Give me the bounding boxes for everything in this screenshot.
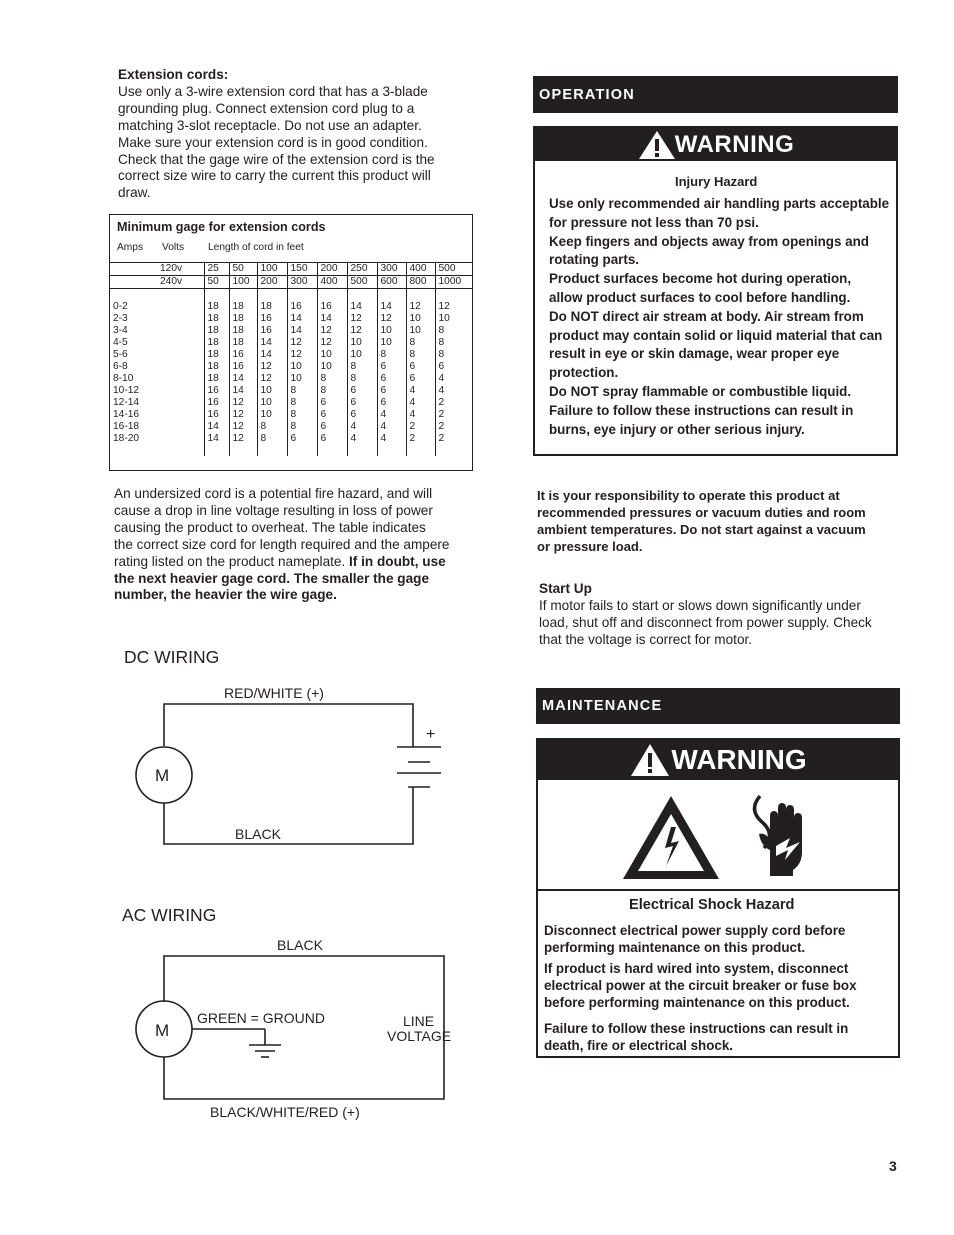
electric-shock-hand-icon [754, 796, 802, 876]
page-number: 3 [889, 1158, 897, 1174]
maintenance-warning-text [544, 922, 857, 1054]
gage-cell: 16 [257, 313, 287, 325]
gage-cell: 10 [435, 313, 472, 325]
dc-top-label: RED/WHITE (+) [224, 685, 324, 701]
gage-cell: 12 [347, 313, 377, 325]
gage-cell: 12 [406, 301, 435, 313]
warning-triangle-icon [629, 742, 671, 778]
gage-cell: 10 [287, 361, 317, 373]
gage-cell: 12 [229, 409, 257, 421]
spacer-cell [229, 289, 257, 302]
spacer-cell [257, 289, 287, 302]
gage-cell: 6 [347, 409, 377, 421]
volts-cell: 240v [157, 276, 204, 289]
gage-cell: 4 [435, 385, 472, 397]
volts-cell: 120v [157, 263, 204, 276]
text-line: recommended pressures or vacuum duties and room [537, 504, 866, 520]
gage-cell: 18 [204, 301, 229, 313]
gage-cell: 50 [229, 263, 257, 276]
responsibility-text [537, 488, 866, 556]
gage-cell: 8 [406, 337, 435, 349]
gage-cell: 10 [317, 349, 347, 361]
gage-cell: 16 [204, 409, 229, 421]
gage-cell: 8 [406, 349, 435, 361]
gage-cell: 6 [317, 409, 347, 421]
gage-cell: 4 [435, 373, 472, 385]
dc-bottom-label: BLACK [235, 826, 281, 842]
gage-cell: 10 [377, 337, 406, 349]
gage-cell: 8 [347, 361, 377, 373]
gage-table-header-volts: Volts [162, 242, 185, 253]
table-row [110, 433, 472, 445]
operation-header: OPERATION [533, 76, 898, 113]
amps-cell: 8-10 [113, 373, 134, 384]
gage-cell: 16 [229, 361, 257, 373]
gage-cell: 6 [347, 397, 377, 409]
warning-line: Use only recommended air handling parts acceptable [549, 196, 890, 211]
spacer-cell [377, 445, 406, 456]
gage-cell: 14 [229, 385, 257, 397]
gage-cell: 10 [377, 325, 406, 337]
gage-cell: 250 [347, 263, 377, 276]
text-line: Check that the gage wire of the extension cord is the [118, 151, 435, 167]
text-line: or pressure load. [537, 538, 643, 554]
table-row [110, 385, 472, 397]
amps-cell: 12-14 [113, 397, 140, 408]
warning-line: Failure to follow these instructions can result in [549, 402, 854, 418]
warning-line: result in eye or skin damage, wear proper eye [549, 346, 840, 362]
gage-cell: 10 [257, 409, 287, 421]
gage-cell: 10 [287, 373, 317, 385]
volts-cell [157, 373, 204, 385]
warning-line: Failure to follow these instructions can result in [544, 1021, 849, 1036]
gage-cell: 8 [435, 337, 472, 349]
warning-line: If product is hard wired into system, disconnect [544, 961, 849, 976]
gage-cell: 2 [435, 421, 472, 433]
gage-cell: 800 [406, 276, 435, 289]
gage-cell: 4 [377, 409, 406, 421]
gage-cell: 300 [377, 263, 406, 276]
gage-cell: 14 [257, 349, 287, 361]
amps-cell: 5-6 [113, 349, 128, 360]
spacer-cell [406, 445, 435, 456]
text-line: load, shut off and disconnect from power supply. Check [539, 614, 872, 630]
gage-cell: 12 [229, 397, 257, 409]
gage-cell: 12 [229, 433, 257, 445]
maintenance-header: MAINTENANCE [536, 688, 900, 724]
startup-section [539, 581, 872, 649]
gage-cell: 4 [406, 385, 435, 397]
volts-cell [157, 433, 204, 445]
volts-cell [157, 409, 204, 421]
gage-cell: 10 [406, 325, 435, 337]
volts-cell [157, 301, 204, 313]
gage-cell: 18 [229, 325, 257, 337]
shock-hazard-title: Electrical Shock Hazard [629, 897, 795, 913]
gage-table-title: Minimum gage for extension cords [117, 220, 326, 234]
gage-cell: 18 [204, 325, 229, 337]
extension-cords-section [118, 67, 478, 202]
volts-cell [157, 337, 204, 349]
operation-warning-title: WARNING [674, 130, 795, 158]
amps-cell: 10-12 [113, 385, 140, 396]
gage-cell: 8 [347, 373, 377, 385]
gage-cell: 6 [317, 421, 347, 433]
gage-cell: 200 [317, 263, 347, 276]
text-line: the next heavier gage cord. The smaller the gage [114, 570, 430, 586]
warning-line: rotating parts. [549, 252, 640, 268]
gage-cell: 25 [204, 263, 229, 276]
table-row [110, 337, 472, 349]
maintenance-warning-box [536, 738, 900, 1058]
gage-cell: 14 [229, 373, 257, 385]
gage-cell: 6 [287, 433, 317, 445]
spacer-cell [204, 289, 229, 302]
shock-divider [538, 889, 898, 891]
amps-cell: 18-20 [113, 433, 140, 444]
gage-cell: 12 [317, 337, 347, 349]
gage-cell: 12 [229, 421, 257, 433]
gage-cell: 100 [229, 276, 257, 289]
amps-cell [110, 276, 157, 289]
text-line: cause a drop in line voltage resulting in loss of power [114, 502, 433, 518]
gage-cell: 14 [377, 301, 406, 313]
text-line [114, 554, 484, 571]
warning-line: protection. [549, 365, 619, 381]
ac-motor-label: M [155, 1021, 170, 1040]
gage-cell: 12 [347, 325, 377, 337]
table-row [110, 421, 472, 433]
spacer-cell [110, 445, 157, 456]
gage-table-box [109, 214, 473, 471]
spacer-cell [347, 445, 377, 456]
gage-cell: 10 [257, 397, 287, 409]
gage-cell: 4 [406, 397, 435, 409]
spacer-cell [317, 445, 347, 456]
gage-cell: 18 [204, 313, 229, 325]
spacer-cell [204, 445, 229, 456]
gage-cell: 6 [377, 361, 406, 373]
dc-wiring-title: DC WIRING [124, 647, 220, 667]
gage-cell: 6 [406, 361, 435, 373]
gage-cell: 6 [377, 373, 406, 385]
ac-top-label: BLACK [277, 937, 323, 953]
warning-line: performing maintenance on this product. [544, 940, 806, 955]
gage-cell: 8 [287, 397, 317, 409]
spacer-cell [406, 289, 435, 302]
spacer-cell [287, 445, 317, 456]
warning-line: allow product surfaces to cool before handling. [549, 289, 851, 305]
gage-cell: 16 [317, 301, 347, 313]
amps-cell: 6-8 [113, 361, 128, 372]
gage-cell: 16 [229, 349, 257, 361]
spacer-cell [110, 289, 157, 302]
warning-line: Keep fingers and objects away from openings and [549, 233, 869, 249]
warning-line: Disconnect electrical power supply cord before [544, 923, 846, 938]
high-voltage-triangle-icon [623, 796, 719, 879]
gage-cell: 1000 [435, 276, 472, 289]
text-line: Make sure your extension cord is in good condition. [118, 134, 428, 150]
gage-table-header-amps: Amps [117, 242, 144, 253]
amps-cell: 3-4 [113, 325, 128, 336]
maintenance-warning-bar [538, 740, 898, 780]
spacer-cell [347, 289, 377, 302]
warning-line: for pressure not less than 70 psi. [549, 214, 759, 230]
table-row [110, 361, 472, 373]
gage-cell: 6 [317, 433, 347, 445]
gage-cell: 2 [435, 397, 472, 409]
length-row-240v [110, 276, 472, 289]
gage-cell: 18 [229, 313, 257, 325]
warning-triangle-icon [637, 129, 677, 161]
warning-line: Product surfaces become hot during operation, [549, 271, 852, 287]
dc-motor-label: M [155, 766, 170, 785]
gage-cell: 12 [257, 373, 287, 385]
gage-cell: 4 [347, 433, 377, 445]
spacer-row [110, 445, 472, 456]
volts-cell [157, 397, 204, 409]
gage-cell: 18 [204, 337, 229, 349]
gage-cell: 10 [257, 385, 287, 397]
injury-hazard-title: Injury Hazard [675, 174, 758, 189]
volts-cell [157, 385, 204, 397]
gage-cell: 4 [377, 433, 406, 445]
text-line: matching 3-slot receptacle. Do not use an adapter. [118, 117, 422, 133]
gage-cell: 6 [435, 361, 472, 373]
ac-line-label: LINE [403, 1013, 435, 1029]
gage-cell: 500 [435, 263, 472, 276]
text-line: It is your responsibility to operate this product at [537, 488, 840, 503]
warning-line: electrical power at the circuit breaker or fuse box [544, 978, 857, 993]
operation-warning-text [549, 195, 889, 439]
gage-cell: 14 [204, 421, 229, 433]
gage-cell: 12 [435, 301, 472, 313]
ac-wiring-title: AC WIRING [122, 905, 217, 925]
gage-cell: 8 [435, 325, 472, 337]
table-row [110, 373, 472, 385]
warning-line: burns, eye injury or other serious injury. [549, 421, 805, 437]
text-line: ambient temperatures. Do not start against a vacuum [537, 521, 866, 537]
table-row [110, 325, 472, 337]
amps-cell: 16-18 [113, 421, 140, 432]
text-line: If motor fails to start or slows down significantly under [539, 597, 861, 613]
gage-cell: 4 [347, 421, 377, 433]
gage-cell: 400 [406, 263, 435, 276]
text-line: correct size wire to carry the current this product will [118, 168, 431, 184]
gage-cell: 8 [435, 349, 472, 361]
gage-cell: 12 [287, 337, 317, 349]
gage-cell: 8 [287, 421, 317, 433]
gage-cell: 2 [406, 433, 435, 445]
gage-cell: 6 [317, 397, 347, 409]
gage-cell: 14 [287, 325, 317, 337]
ac-voltage-label: VOLTAGE [387, 1028, 452, 1044]
warning-line: Do NOT spray flammable or combustible liquid. [549, 383, 852, 399]
spacer-cell [377, 289, 406, 302]
gage-cell: 10 [347, 337, 377, 349]
text-line: Use only a 3-wire extension cord that has a 3-blade [118, 83, 428, 99]
warning-line: before performing maintenance on this product. [544, 995, 850, 1010]
gage-cell: 14 [347, 301, 377, 313]
gage-cell: 12 [257, 361, 287, 373]
gage-cell: 8 [287, 385, 317, 397]
spacer-row [110, 289, 472, 302]
gage-cell: 300 [287, 276, 317, 289]
spacer-cell [435, 289, 472, 302]
gage-cell: 16 [204, 385, 229, 397]
operation-warning-bar [535, 128, 896, 161]
gage-cell: 150 [287, 263, 317, 276]
gage-cell: 8 [377, 349, 406, 361]
spacer-cell [435, 445, 472, 456]
gage-cell: 18 [257, 301, 287, 313]
gage-cell: 8 [287, 409, 317, 421]
operation-warning-box [533, 126, 898, 456]
spacer-cell [157, 445, 204, 456]
amps-cell: 2-3 [113, 313, 128, 324]
spacer-cell [287, 289, 317, 302]
amps-cell [110, 263, 157, 276]
warning-line: Do NOT direct air stream at body. Air stream from [549, 308, 864, 324]
spacer [544, 1011, 857, 1020]
text-line: causing the product to overheat. The table indicates [114, 519, 426, 535]
volts-cell [157, 313, 204, 325]
text-bold: If in doubt, use [349, 553, 446, 569]
gage-cell: 14 [204, 433, 229, 445]
table-row [110, 409, 472, 421]
amps-cell: 4-5 [113, 337, 128, 348]
gage-cell: 14 [257, 337, 287, 349]
gage-cell: 200 [257, 276, 287, 289]
volts-cell [157, 325, 204, 337]
volts-cell [157, 349, 204, 361]
gage-table [110, 262, 472, 456]
gage-cell: 6 [377, 385, 406, 397]
warning-line: death, fire or electrical shock. [544, 1038, 734, 1053]
text-line: An undersized cord is a potential fire hazard, and will [114, 486, 433, 501]
dc-wiring-diagram [100, 640, 480, 855]
table-row [110, 313, 472, 325]
warning-line: product may contain solid or liquid material that can [549, 327, 883, 343]
ac-wiring-diagram [100, 898, 480, 1128]
gage-cell: 12 [377, 313, 406, 325]
ac-bottom-label: BLACK/WHITE/RED (+) [210, 1104, 360, 1120]
extension-cords-text [118, 84, 478, 202]
gage-cell: 14 [287, 313, 317, 325]
length-row-120v [110, 263, 472, 276]
table-row [110, 397, 472, 409]
gage-cell: 14 [317, 313, 347, 325]
amps-cell: 14-16 [113, 409, 140, 420]
text-line: that the voltage is correct for motor. [539, 631, 753, 647]
gage-cell: 18 [204, 361, 229, 373]
gage-cell: 16 [257, 325, 287, 337]
spacer-cell [229, 445, 257, 456]
gage-table-header-length: Length of cord in feet [208, 242, 304, 253]
gage-cell: 16 [204, 397, 229, 409]
gage-cell: 12 [287, 349, 317, 361]
gage-cell: 18 [204, 373, 229, 385]
dc-plus-sign: + [426, 726, 436, 743]
gage-cell: 2 [435, 433, 472, 445]
dc-bottom-wire [164, 787, 413, 844]
gage-cell: 50 [204, 276, 229, 289]
text-line: the correct size cord for length required and the ampere [114, 536, 450, 552]
gage-cell: 16 [287, 301, 317, 313]
gage-cell: 100 [257, 263, 287, 276]
gage-cell: 12 [317, 325, 347, 337]
gage-cell: 8 [317, 373, 347, 385]
text-line: draw. [118, 185, 151, 201]
gage-cell: 6 [406, 373, 435, 385]
gage-cell: 2 [406, 421, 435, 433]
text-line: number, the heavier the wire gage. [114, 587, 337, 603]
extension-cords-title: Extension cords: [118, 67, 229, 82]
text-normal: rating listed on the product nameplate. [114, 553, 350, 569]
gage-cell: 10 [347, 349, 377, 361]
gage-cell: 500 [347, 276, 377, 289]
gage-cell: 18 [229, 301, 257, 313]
spacer-cell [257, 445, 287, 456]
gage-cell: 6 [347, 385, 377, 397]
gage-cell: 8 [317, 385, 347, 397]
startup-title: Start Up [539, 581, 592, 596]
gage-cell: 6 [377, 397, 406, 409]
maintenance-warning-title: WARNING [671, 744, 807, 775]
table-row [110, 301, 472, 313]
gage-cell: 18 [204, 349, 229, 361]
spacer-cell [317, 289, 347, 302]
gage-cell: 10 [406, 313, 435, 325]
gage-cell: 2 [435, 409, 472, 421]
undersized-cord-text [114, 486, 484, 604]
gage-cell: 600 [377, 276, 406, 289]
table-row [110, 349, 472, 361]
gage-cell: 400 [317, 276, 347, 289]
gage-cell: 4 [406, 409, 435, 421]
dc-top-wire [164, 704, 413, 747]
amps-cell: 0-2 [113, 301, 128, 312]
ac-ground-label: GREEN = GROUND [197, 1010, 325, 1026]
spacer-cell [157, 289, 204, 302]
gage-cell: 18 [229, 337, 257, 349]
gage-cell: 4 [377, 421, 406, 433]
gage-cell: 8 [257, 421, 287, 433]
gage-cell: 10 [317, 361, 347, 373]
volts-cell [157, 361, 204, 373]
text-line: grounding plug. Connect extension cord plug to a [118, 100, 415, 116]
gage-cell: 8 [257, 433, 287, 445]
volts-cell [157, 421, 204, 433]
shock-hazard-icons [538, 780, 898, 890]
